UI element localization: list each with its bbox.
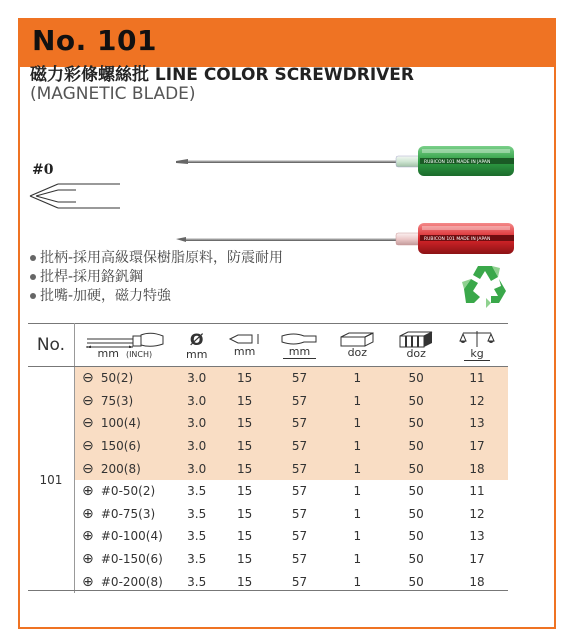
handle-length-cell: 57 [271, 367, 329, 390]
col-size: mm (INCH) [74, 324, 174, 367]
weight-cell: 11 [469, 484, 485, 499]
inner-box-cell: 1 [353, 574, 362, 589]
tip-length-cell: 15 [219, 435, 271, 458]
table-bottom-rule [28, 590, 508, 591]
slotted-handle-text: RUBICON 101 MADE IN JAPAN [424, 160, 491, 165]
carton-cell: 50 [386, 390, 446, 413]
size-text: #0-100(4) [100, 529, 163, 544]
inner-box-cell: 1 [328, 412, 386, 435]
weight-cell: 17 [469, 552, 485, 567]
col-handle-length: mm [271, 324, 329, 367]
slotted-tip-icon: ⊖ [82, 392, 94, 409]
carton-cell: 50 [408, 529, 424, 544]
table-row [28, 457, 508, 480]
tip-profile-diagram [28, 178, 124, 214]
carton-cell: 50 [386, 457, 446, 480]
feature-item: 批桿-採用鉻釩鋼 [30, 268, 283, 287]
size-text: 50(2) [100, 371, 134, 386]
slotted-tip-icon: ⊖ [82, 438, 94, 455]
tip-length-icon [228, 332, 262, 346]
phillips-tip-icon: ⊕ [82, 528, 94, 545]
carton-cell: 50 [408, 574, 424, 589]
table-header-row [28, 324, 508, 367]
diameter-cell: 3.0 [175, 367, 219, 390]
diameter-cell: 3.0 [175, 412, 219, 435]
col-inner-box: doz [328, 324, 386, 367]
inner-box-cell: 1 [328, 367, 386, 390]
phillips-tip-icon: ⊕ [82, 573, 94, 590]
handle-length-cell: 57 [291, 552, 308, 567]
diameter-cell: 3.5 [187, 529, 207, 544]
tip-length-cell: 15 [219, 367, 271, 390]
size-cell [74, 412, 174, 435]
handle-length-cell: 57 [271, 412, 329, 435]
feature-item: 批柄-採用高級環保樹脂原料，防震耐用 [30, 249, 283, 268]
bullet-icon [30, 274, 36, 280]
weight-cell: 13 [446, 412, 508, 435]
size-cell [74, 367, 174, 390]
inner-box-cell: 1 [353, 552, 362, 567]
size-text: 200(8) [100, 461, 141, 476]
weight-cell: 18 [446, 457, 508, 480]
phillips-tip-icon: ⊕ [82, 551, 94, 568]
slotted-tip-icon: ⊖ [82, 460, 94, 477]
box-icon [339, 331, 375, 347]
bullet-icon [30, 255, 36, 261]
phillips-tip-icon: ⊕ [82, 483, 94, 500]
table-row [28, 412, 508, 435]
screwdriver-length-icon [85, 330, 165, 348]
table-row [28, 548, 508, 571]
feature-list [30, 249, 283, 306]
table-row [28, 367, 508, 390]
carton-cell: 50 [386, 412, 446, 435]
weight-cell: 12 [446, 390, 508, 413]
inner-box-cell: 1 [328, 457, 386, 480]
scale-icon [459, 330, 495, 348]
weight-cell: 13 [469, 529, 485, 544]
col-carton: doz [386, 324, 446, 367]
size-text: #0-200(8) [100, 574, 163, 589]
size-text: #0-75(3) [100, 506, 156, 521]
carton-cell: 50 [386, 435, 446, 458]
size-cell [74, 503, 174, 526]
tip-length-cell: 15 [236, 484, 253, 499]
feature-item: 批嘴-加硬，磁力特強 [30, 287, 283, 306]
model-no-cell: 101 [28, 367, 74, 593]
carton-cell: 50 [408, 552, 424, 567]
handle-length-cell: 57 [291, 506, 308, 521]
size-text: #0-150(6) [100, 552, 163, 567]
table-row [28, 390, 508, 413]
model-number: No. 101 [32, 24, 158, 57]
spec-table [28, 323, 508, 593]
tip-length-cell: 15 [236, 506, 253, 521]
col-tip-length: mm [219, 324, 271, 367]
size-cell [74, 435, 174, 458]
tip-length-cell: 15 [236, 529, 253, 544]
diameter-cell: 3.0 [175, 457, 219, 480]
handle-length-cell: 57 [271, 390, 329, 413]
carton-cell: 50 [386, 367, 446, 390]
size-text: 150(6) [100, 439, 141, 454]
size-cell [74, 480, 174, 503]
phillips-tip-icon: ⊕ [82, 505, 94, 522]
diameter-cell: 3.5 [187, 484, 207, 499]
weight-cell: 18 [469, 574, 485, 589]
carton-cell: 50 [408, 506, 424, 521]
slotted-screwdriver-image [172, 140, 522, 176]
table-row [28, 435, 508, 458]
tip-length-cell: 15 [219, 457, 271, 480]
diameter-cell: 3.0 [175, 390, 219, 413]
diameter-cell: 3.0 [175, 435, 219, 458]
table-row [28, 480, 508, 503]
diameter-cell: 3.5 [187, 552, 207, 567]
recycle-icon [458, 262, 512, 312]
product-subtitle: (MAGNETIC BLADE) [30, 84, 196, 104]
handle-length-cell: 57 [291, 484, 308, 499]
size-text: 75(3) [100, 393, 134, 408]
col-diameter: Ø mm [175, 324, 219, 367]
handle-length-cell: 57 [291, 529, 308, 544]
tip-length-cell: 15 [219, 412, 271, 435]
tip-length-cell: 15 [236, 574, 253, 589]
size-cell [74, 457, 174, 480]
weight-cell: 12 [469, 506, 485, 521]
tip-length-cell: 15 [236, 552, 253, 567]
diameter-cell: 3.5 [187, 506, 207, 521]
inner-box-cell: 1 [328, 390, 386, 413]
size-text: 100(4) [100, 416, 141, 431]
handle-length-cell: 57 [271, 435, 329, 458]
diameter-cell: 3.5 [187, 574, 207, 589]
handle-length-cell: 57 [271, 457, 329, 480]
weight-cell: 17 [446, 435, 508, 458]
size-tag: #0 [32, 162, 54, 178]
slotted-tip-icon: ⊖ [82, 415, 94, 432]
phillips-handle-text: RUBICON 101 MADE IN JAPAN [424, 237, 491, 242]
table-row [28, 503, 508, 526]
tip-length-cell: 15 [219, 390, 271, 413]
diameter-icon: Ø [189, 329, 204, 349]
col-weight: kg [446, 324, 508, 367]
size-cell [74, 390, 174, 413]
handle-length-icon [280, 332, 318, 346]
product-title: 磁力彩條螺絲批 LINE COLOR SCREWDRIVER [30, 65, 415, 85]
inner-box-cell: 1 [353, 529, 362, 544]
weight-cell: 11 [446, 367, 508, 390]
slotted-tip-icon: ⊖ [82, 370, 94, 387]
table-row [28, 525, 508, 548]
bullet-icon [30, 293, 36, 299]
size-text: #0-50(2) [100, 484, 156, 499]
col-no: No. [28, 324, 74, 367]
table-body [28, 367, 508, 593]
inner-box-cell: 1 [328, 435, 386, 458]
inner-box-cell: 1 [353, 506, 362, 521]
inner-box-cell: 1 [353, 484, 362, 499]
handle-length-cell: 57 [291, 574, 308, 589]
size-cell [74, 525, 174, 548]
size-cell [74, 548, 174, 571]
carton-icon [398, 330, 434, 348]
carton-cell: 50 [408, 484, 424, 499]
